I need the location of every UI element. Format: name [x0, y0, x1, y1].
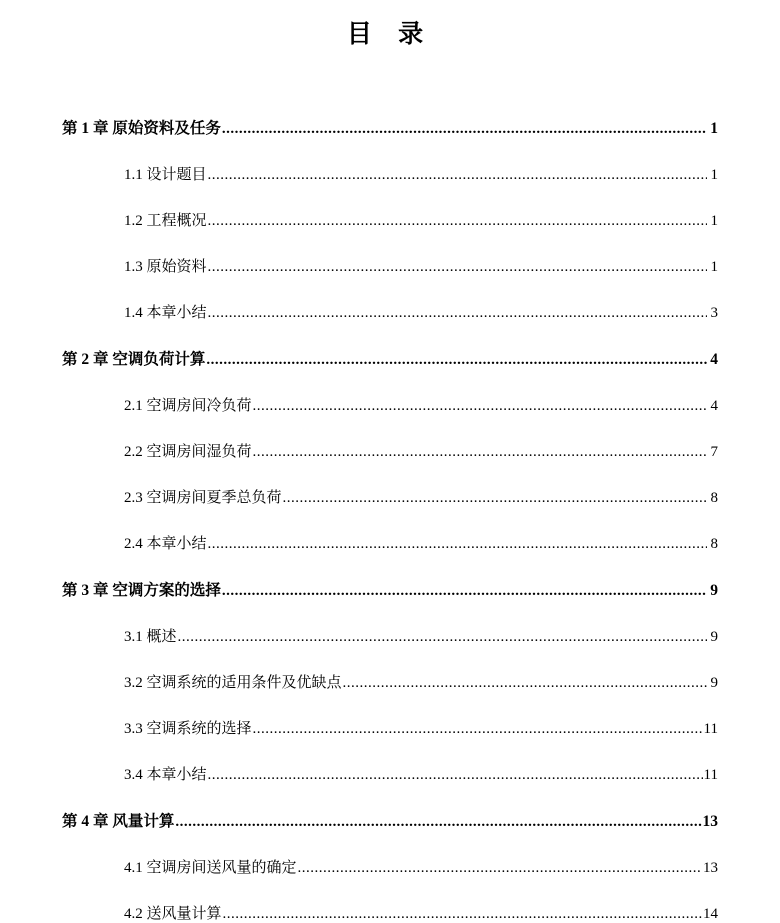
- toc-entry-page-number: 8: [710, 490, 718, 506]
- toc-leader-dots: [298, 861, 702, 876]
- toc-leader-dots: [343, 676, 707, 691]
- toc-leader-dots: [206, 353, 707, 368]
- toc-entry-label: 1.3 原始资料: [124, 259, 207, 275]
- toc-entry-label: 4.1 空调房间送风量的确定: [124, 860, 297, 876]
- toc-entry-label: 2.3 空调房间夏季总负荷: [124, 490, 282, 506]
- toc-entry[interactable]: [62, 532, 718, 553]
- toc-leader-dots: [208, 168, 707, 183]
- toc-leader-dots: [208, 537, 707, 552]
- toc-entry[interactable]: [62, 394, 718, 415]
- toc-entry[interactable]: [62, 255, 718, 276]
- toc-entry[interactable]: [62, 116, 718, 138]
- toc-entry-page-number: 1: [710, 120, 718, 137]
- toc-entry-label: 1.2 工程概况: [124, 213, 207, 229]
- toc-entry-page-number: 13: [702, 813, 718, 830]
- toc-entry[interactable]: [62, 809, 718, 831]
- toc-entry-label: 1.1 设计题目: [124, 167, 207, 183]
- toc-entry-label: 3.4 本章小结: [124, 767, 207, 783]
- toc-entry-page-number: 1: [710, 213, 718, 229]
- toc-entry-label: 第 4 章 风量计算: [62, 813, 175, 830]
- toc-leader-dots: [208, 306, 707, 321]
- toc-entry-page-number: 1: [710, 259, 718, 275]
- toc-entry-page-number: 4: [710, 398, 718, 414]
- toc-entry[interactable]: [62, 856, 718, 877]
- toc-leader-dots: [222, 122, 707, 137]
- toc-entry-page-number: 3: [710, 305, 718, 321]
- toc-leader-dots: [253, 399, 707, 414]
- toc-entry-page-number: 11: [703, 721, 718, 737]
- toc-leader-dots: [178, 630, 707, 645]
- document-page: [0, 14, 780, 922]
- toc-entry-page-number: 11: [703, 767, 718, 783]
- toc-leader-dots: [175, 815, 701, 830]
- toc-leader-dots: [283, 491, 707, 506]
- toc-entry-page-number: 13: [703, 860, 718, 876]
- toc-entry-page-number: 7: [710, 444, 718, 460]
- toc-entry[interactable]: [62, 209, 718, 230]
- table-of-contents: [62, 116, 718, 923]
- toc-leader-dots: [208, 260, 707, 275]
- toc-leader-dots: [208, 214, 707, 229]
- toc-entry[interactable]: [62, 347, 718, 369]
- toc-entry-page-number: 4: [710, 351, 718, 368]
- toc-leader-dots: [208, 768, 703, 783]
- toc-entry-label: 4.2 送风量计算: [124, 906, 222, 922]
- toc-entry[interactable]: [62, 902, 718, 923]
- toc-entry-page-number: 8: [710, 536, 718, 552]
- toc-entry-label: 1.4 本章小结: [124, 305, 207, 321]
- toc-entry[interactable]: [62, 440, 718, 461]
- toc-entry[interactable]: [62, 163, 718, 184]
- toc-entry-label: 3.1 概述: [124, 629, 177, 645]
- toc-entry-page-number: 9: [710, 675, 718, 691]
- toc-leader-dots: [223, 907, 702, 922]
- toc-entry-label: 3.3 空调系统的选择: [124, 721, 252, 737]
- toc-entry-page-number: 1: [710, 167, 718, 183]
- toc-entry-label: 第 3 章 空调方案的选择: [62, 582, 221, 599]
- toc-entry[interactable]: [62, 671, 718, 692]
- toc-entry-label: 第 2 章 空调负荷计算: [62, 351, 206, 368]
- toc-entry[interactable]: [62, 301, 718, 322]
- toc-leader-dots: [253, 722, 703, 737]
- toc-entry[interactable]: [62, 578, 718, 600]
- toc-entry-page-number: 9: [710, 629, 718, 645]
- page-title: 目 录: [346, 21, 434, 48]
- toc-leader-dots: [222, 584, 707, 599]
- toc-entry-page-number: 14: [703, 906, 718, 922]
- toc-entry-page-number: 9: [710, 582, 718, 599]
- toc-entry-label: 第 1 章 原始资料及任务: [62, 120, 221, 137]
- toc-entry[interactable]: [62, 486, 718, 507]
- toc-entry[interactable]: [62, 717, 718, 738]
- toc-entry-label: 2.4 本章小结: [124, 536, 207, 552]
- toc-entry-label: 3.2 空调系统的适用条件及优缺点: [124, 675, 342, 691]
- toc-entry-label: 2.1 空调房间冷负荷: [124, 398, 252, 414]
- toc-entry[interactable]: [62, 625, 718, 646]
- toc-entry-label: 2.2 空调房间湿负荷: [124, 444, 252, 460]
- toc-entry[interactable]: [62, 763, 718, 784]
- toc-leader-dots: [253, 445, 707, 460]
